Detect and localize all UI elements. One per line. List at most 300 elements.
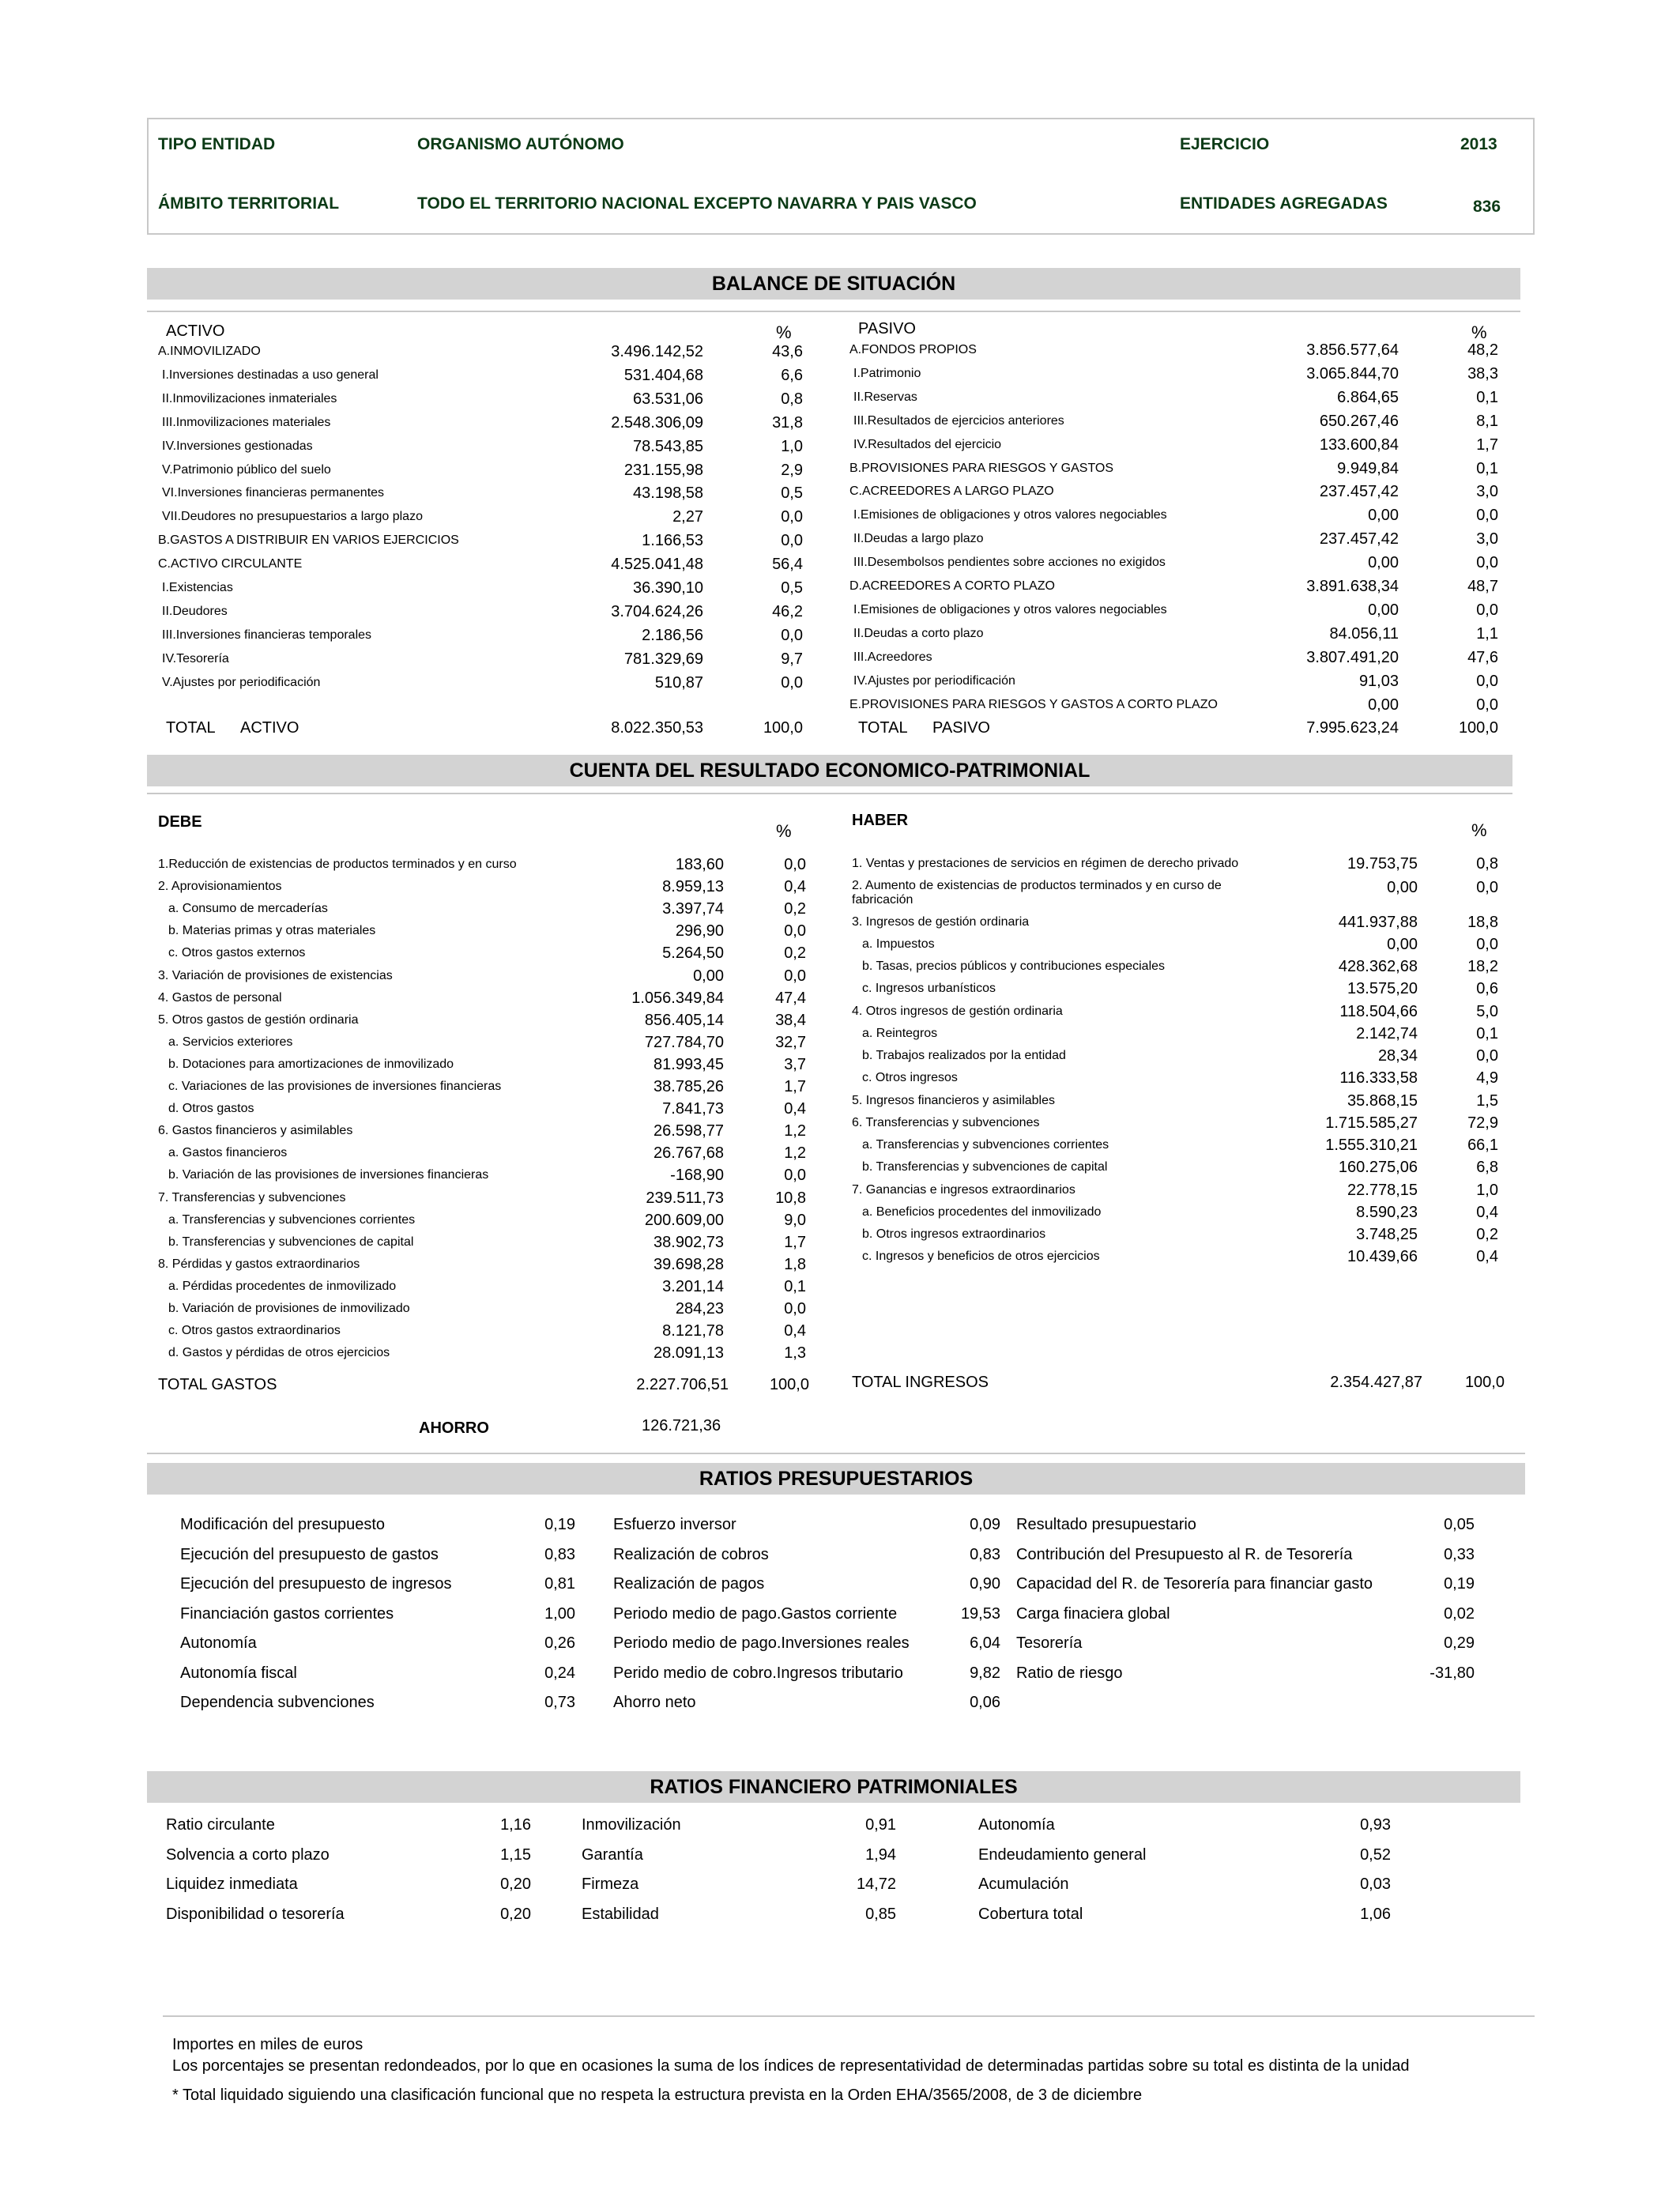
debe-row-value: 7.841,73 — [662, 1100, 724, 1118]
total-ingresos-pct: 100,0 — [1464, 1374, 1505, 1391]
debe-row-pct: 3,7 — [784, 1055, 806, 1073]
ratios-financieros-title: RATIOS FINANCIERO PATRIMONIALES — [147, 1771, 1520, 1803]
ratio-value: 0,09 — [970, 1516, 1000, 1533]
entidades-value: 836 — [1473, 198, 1501, 216]
pasivo-row-value: 237.457,42 — [1319, 530, 1399, 548]
pasivo-row-value: 0,00 — [1368, 554, 1399, 572]
total-activo-label1: TOTAL — [166, 719, 216, 737]
pasivo-row-pct: 0,0 — [1476, 601, 1498, 619]
ratio-value: 0,91 — [865, 1816, 896, 1834]
haber-row-label: a. Beneficios procedentes del inmovilizado — [862, 1205, 1102, 1219]
debe-row-pct: 1,2 — [784, 1122, 806, 1140]
ratio-label: Ahorro neto — [613, 1694, 696, 1711]
ratio-label: Contribución del Presupuesto al R. de Tesorería — [1016, 1545, 1353, 1563]
ratio-value: 1,15 — [500, 1845, 531, 1864]
pasivo-row-value: 0,00 — [1368, 601, 1399, 619]
ratio-value: 0,03 — [1360, 1875, 1391, 1893]
ratio-label: Ratio circulante — [166, 1816, 275, 1834]
pasivo-row-label: IV.Ajustes por periodificación — [853, 673, 1015, 688]
debe-row-pct: 9,0 — [784, 1211, 806, 1229]
activo-row-pct: 9,7 — [781, 650, 803, 668]
activo-row-pct: 0,5 — [781, 579, 803, 597]
pasivo-row-value: 0,00 — [1368, 507, 1399, 525]
activo-row-pct: 0,0 — [781, 673, 803, 692]
debe-row-label: b. Materias primas y otras materiales — [168, 924, 376, 938]
ratio-label: Cobertura total — [978, 1905, 1083, 1923]
debe-row-value: 239.511,73 — [646, 1189, 724, 1207]
pasivo-row-label: I.Emisiones de obligaciones y otros valores negociables — [853, 508, 1167, 522]
debe-row-value: 1.056.349,84 — [631, 989, 724, 1007]
pasivo-row-label: II.Deudas a corto plazo — [853, 626, 984, 640]
activo-row-pct: 0,8 — [781, 390, 803, 408]
total-activo-pct: 100,0 — [763, 719, 803, 737]
debe-row-label: b. Variación de las provisiones de inversiones financieras — [168, 1168, 489, 1182]
footer-functional-note: * Total liquidado siguiendo una clasificación funcional que no respeta la estructura prevista en la Orden EHA/3565/2008, de 3 de diciembre — [172, 2087, 1143, 2104]
ratio-label: Realización de pagos — [613, 1575, 765, 1593]
haber-row-label: 1. Ventas y prestaciones de servicios en régimen de derecho privado — [852, 857, 1239, 870]
ratio-label: Esfuerzo inversor — [613, 1516, 736, 1533]
ratio-value: 0,20 — [500, 1875, 531, 1893]
ratio-value: 0,06 — [970, 1694, 1000, 1711]
debe-row-label: a. Transferencias y subvenciones corrientes — [168, 1212, 416, 1227]
haber-row-pct: 0,6 — [1476, 980, 1498, 997]
debe-row-value: 856.405,14 — [644, 1011, 724, 1029]
haber-row-pct: 0,0 — [1476, 1047, 1498, 1065]
ratio-label: Garantía — [582, 1845, 643, 1864]
haber-row-pct: 0,1 — [1476, 1025, 1498, 1042]
pasivo-row-pct: 3,0 — [1476, 483, 1498, 501]
pasivo-row-value: 9.949,84 — [1337, 459, 1399, 477]
activo-row-pct: 2,9 — [781, 461, 803, 479]
debe-row-value: 38.902,73 — [654, 1233, 724, 1251]
haber-row-label: 4. Otros ingresos de gestión ordinaria — [852, 1005, 1063, 1018]
activo-row-label: VII.Deudores no presupuestarios a largo plazo — [162, 510, 423, 524]
activo-row-pct: 0,0 — [781, 532, 803, 550]
ratio-value: 0,02 — [1444, 1604, 1475, 1623]
ratio-value: 0,73 — [544, 1694, 575, 1711]
haber-row-pct: 0,0 — [1476, 936, 1498, 953]
debe-row-label: b. Dotaciones para amortizaciones de inmovilizado — [168, 1057, 454, 1071]
pasivo-row-pct: 0,1 — [1476, 459, 1498, 477]
total-pasivo-label1: TOTAL — [858, 719, 908, 737]
debe-row-label: 8. Pérdidas y gastos extraordinarios — [158, 1257, 360, 1271]
activo-row-pct: 46,2 — [772, 602, 803, 620]
total-gastos-pct: 100,0 — [769, 1376, 809, 1393]
ratio-value: 0,26 — [544, 1634, 575, 1652]
pasivo-row-label: D.ACREEDORES A CORTO PLAZO — [849, 579, 1055, 593]
ratio-label: Capacidad del R. de Tesorería para financiar gasto — [1016, 1575, 1373, 1593]
debe-row-value: 26.598,77 — [654, 1122, 724, 1140]
ratio-value: 0,19 — [544, 1516, 575, 1533]
ratio-label: Ratio de riesgo — [1016, 1664, 1123, 1682]
ejercicio-label: EJERCICIO — [1180, 135, 1270, 153]
haber-row-pct: 72,9 — [1467, 1114, 1498, 1132]
ratio-label: Resultado presupuestario — [1016, 1516, 1196, 1533]
haber-row-value: 35.868,15 — [1347, 1092, 1418, 1110]
debe-row-pct: 1,7 — [784, 1078, 806, 1095]
haber-row-label: a. Impuestos — [862, 937, 935, 951]
pasivo-row-label: A.FONDOS PROPIOS — [849, 343, 977, 356]
tipo-entidad-label: TIPO ENTIDAD — [158, 135, 276, 153]
ratio-label: Tesorería — [1016, 1634, 1083, 1652]
activo-row-value: 3.704.624,26 — [611, 602, 703, 620]
total-activo-value: 8.022.350,53 — [611, 719, 703, 737]
haber-row-value: 1.715.585,27 — [1325, 1114, 1418, 1132]
activo-row-label: I.Existencias — [162, 581, 233, 594]
haber-row-pct: 18,2 — [1467, 958, 1498, 975]
activo-pct-header: % — [776, 322, 792, 342]
activo-row-label: II.Inmovilizaciones inmateriales — [162, 391, 337, 405]
haber-row-label: 3. Ingresos de gestión ordinaria — [852, 915, 1030, 929]
debe-row-label: 6. Gastos financieros y asimilables — [158, 1124, 353, 1138]
haber-row-pct: 6,8 — [1476, 1159, 1498, 1176]
haber-row-value: 28,34 — [1377, 1047, 1418, 1065]
debe-row-value: 5.264,50 — [662, 944, 724, 963]
haber-row-value: 160.275,06 — [1338, 1159, 1418, 1176]
debe-row-label: c. Otros gastos extraordinarios — [168, 1324, 341, 1338]
total-activo-label2: ACTIVO — [240, 719, 299, 737]
activo-row-pct: 1,0 — [781, 437, 803, 455]
ratio-label: Periodo medio de pago.Inversiones reales — [613, 1634, 910, 1652]
divider — [147, 1453, 1525, 1454]
pasivo-row-value: 650.267,46 — [1319, 412, 1399, 430]
haber-row-label: c. Ingresos y beneficios de otros ejercicios — [862, 1250, 1100, 1263]
pasivo-row-label: I.Emisiones de obligaciones y otros valores negociables — [853, 602, 1167, 616]
total-ingresos-value: 2.354.427,87 — [1330, 1374, 1422, 1391]
haber-row-label: b. Transferencias y subvenciones de capital — [862, 1160, 1108, 1174]
debe-row-pct: 0,4 — [784, 1100, 806, 1118]
pasivo-row-value: 3.807.491,20 — [1306, 648, 1399, 666]
debe-row-pct: 38,4 — [775, 1011, 806, 1029]
ambito-label: ÁMBITO TERRITORIAL — [158, 194, 340, 213]
ratios-presupuestarios-title: RATIOS PRESUPUESTARIOS — [147, 1463, 1525, 1495]
debe-row-value: -168,90 — [670, 1167, 724, 1185]
pasivo-row-value: 3.891.638,34 — [1306, 578, 1399, 595]
debe-row-pct: 32,7 — [775, 1033, 806, 1051]
debe-pct-header: % — [776, 821, 792, 841]
haber-row-pct: 4,9 — [1476, 1069, 1498, 1087]
ejercicio-value: 2013 — [1460, 135, 1497, 153]
activo-row-pct: 0,0 — [781, 626, 803, 644]
pasivo-row-label: C.ACREEDORES A LARGO PLAZO — [849, 484, 1054, 499]
pasivo-label: PASIVO — [858, 320, 916, 337]
ratio-label: Solvencia a corto plazo — [166, 1845, 330, 1864]
debe-row-label: d. Gastos y pérdidas de otros ejercicios — [168, 1346, 390, 1360]
activo-row-pct: 0,0 — [781, 508, 803, 526]
pasivo-row-pct: 0,0 — [1476, 672, 1498, 690]
debe-row-label: 5. Otros gastos de gestión ordinaria — [158, 1012, 359, 1027]
pasivo-row-value: 0,00 — [1368, 696, 1399, 714]
ratio-value: 0,81 — [544, 1575, 575, 1593]
pasivo-row-pct: 38,3 — [1467, 364, 1498, 383]
activo-row-label: III.Inmovilizaciones materiales — [162, 415, 331, 429]
activo-label: ACTIVO — [166, 322, 225, 340]
debe-row-pct: 10,8 — [775, 1189, 806, 1207]
balance-title: BALANCE DE SITUACIÓN — [147, 268, 1520, 300]
debe-row-label: c. Variaciones de las provisiones de inversiones financieras — [168, 1080, 502, 1093]
ratio-value: 0,20 — [500, 1905, 531, 1923]
haber-row-label: a. Reintegros — [862, 1027, 938, 1040]
haber-row-value: 118.504,66 — [1339, 1003, 1418, 1020]
debe-row-value: 3.397,74 — [662, 900, 724, 918]
activo-row-value: 231.155,98 — [623, 461, 703, 479]
activo-row-value: 63.531,06 — [633, 390, 703, 408]
total-pasivo-value: 7.995.623,24 — [1306, 719, 1399, 737]
pasivo-row-pct: 47,6 — [1467, 648, 1498, 666]
activo-row-label: IV.Tesorería — [162, 651, 229, 665]
debe-row-pct: 0,2 — [784, 944, 806, 963]
ratio-label: Inmovilización — [582, 1816, 681, 1834]
debe-row-pct: 1,8 — [784, 1255, 806, 1273]
ratio-value: 1,06 — [1360, 1905, 1391, 1923]
pasivo-row-pct: 48,2 — [1467, 341, 1498, 359]
debe-row-value: 81.993,45 — [654, 1055, 724, 1073]
debe-row-pct: 0,0 — [784, 856, 806, 873]
activo-row-value: 531.404,68 — [623, 366, 703, 384]
debe-row-value: 8.121,78 — [662, 1322, 724, 1340]
total-gastos-value: 2.227.706,51 — [636, 1376, 729, 1393]
debe-row-value: 8.959,13 — [662, 878, 724, 896]
haber-row-label: b. Tasas, precios públicos y contribuciones especiales — [862, 959, 1166, 973]
pasivo-row-label: E.PROVISIONES PARA RIESGOS Y GASTOS A CORTO PLAZO — [849, 697, 1218, 711]
ratio-label: Endeudamiento general — [978, 1845, 1147, 1864]
debe-row-pct: 0,2 — [784, 900, 806, 918]
ratio-label: Realización de cobros — [613, 1545, 769, 1563]
ahorro-value: 126.721,36 — [642, 1417, 721, 1434]
debe-row-pct: 0,1 — [784, 1277, 806, 1295]
pasivo-row-pct: 0,0 — [1476, 696, 1498, 714]
ratio-value: 19,53 — [960, 1604, 1000, 1623]
activo-row-value: 781.329,69 — [623, 650, 703, 668]
haber-row-pct: 1,0 — [1476, 1182, 1498, 1199]
haber-label: HABER — [852, 812, 909, 829]
ratio-value: 0,33 — [1444, 1545, 1475, 1563]
pasivo-row-pct: 48,7 — [1467, 578, 1498, 595]
activo-row-pct: 43,6 — [772, 343, 803, 360]
activo-row-value: 1.166,53 — [642, 532, 703, 550]
pasivo-row-pct: 3,0 — [1476, 530, 1498, 548]
ratio-value: 1,00 — [544, 1604, 575, 1623]
haber-pct-header: % — [1471, 820, 1487, 840]
divider — [147, 793, 1512, 794]
haber-row-label: b. Otros ingresos extraordinarios — [862, 1227, 1046, 1241]
entidades-label: ENTIDADES AGREGADAS — [1180, 194, 1388, 213]
pasivo-row-value: 3.065.844,70 — [1306, 364, 1399, 383]
debe-label: DEBE — [158, 813, 202, 831]
ratio-label: Dependencia subvenciones — [180, 1694, 375, 1711]
pasivo-row-label: II.Deudas a largo plazo — [853, 532, 984, 546]
haber-row-value: 3.748,25 — [1356, 1226, 1418, 1243]
cuenta-title: CUENTA DEL RESULTADO ECONOMICO-PATRIMONIAL — [147, 755, 1512, 786]
ratio-label: Ejecución del presupuesto de gastos — [180, 1545, 439, 1563]
debe-row-pct: 0,0 — [784, 1300, 806, 1318]
activo-row-label: III.Inversiones financieras temporales — [162, 628, 372, 642]
ratio-value: 0,85 — [865, 1905, 896, 1923]
haber-row-pct: 0,8 — [1476, 855, 1498, 873]
debe-row-pct: 0,4 — [784, 1322, 806, 1340]
haber-row-value: 2.142,74 — [1356, 1025, 1418, 1042]
debe-row-label: b. Transferencias y subvenciones de capital — [168, 1235, 414, 1249]
ratio-label: Carga finaciera global — [1016, 1604, 1170, 1623]
haber-row-value: 13.575,20 — [1347, 980, 1418, 997]
haber-row-value: 10.439,66 — [1347, 1248, 1418, 1265]
debe-row-value: 183,60 — [675, 856, 724, 873]
pasivo-row-value: 6.864,65 — [1337, 388, 1399, 406]
pasivo-row-value: 237.457,42 — [1319, 483, 1399, 501]
pasivo-row-pct: 1,7 — [1476, 435, 1498, 454]
pasivo-row-value: 3.856.577,64 — [1306, 341, 1399, 359]
debe-row-value: 26.767,68 — [654, 1144, 724, 1163]
haber-row-label: b. Trabajos realizados por la entidad — [862, 1049, 1066, 1062]
debe-row-label: a. Servicios exteriores — [168, 1035, 293, 1049]
ratio-value: 1,94 — [865, 1845, 896, 1864]
ratio-label: Periodo medio de pago.Gastos corriente — [613, 1604, 898, 1623]
activo-row-value: 2,27 — [672, 508, 703, 526]
ratio-value: 1,16 — [500, 1816, 531, 1834]
ratio-value: 0,83 — [544, 1545, 575, 1563]
total-gastos-label: TOTAL GASTOS — [158, 1376, 277, 1393]
activo-row-value: 2.548.306,09 — [611, 413, 703, 432]
debe-row-label: c. Otros gastos externos — [168, 946, 306, 960]
ratio-value: 0,52 — [1360, 1845, 1391, 1864]
haber-row-pct: 0,4 — [1476, 1248, 1498, 1265]
haber-row-value: 0,00 — [1387, 936, 1418, 953]
haber-row-label: a. Transferencias y subvenciones corrientes — [862, 1138, 1109, 1152]
pasivo-row-value: 91,03 — [1358, 672, 1399, 690]
activo-row-label: IV.Inversiones gestionadas — [162, 439, 313, 453]
activo-row-label: VI.Inversiones financieras permanentes — [162, 486, 385, 500]
ratio-label: Estabilidad — [582, 1905, 659, 1923]
ambito-value: TODO EL TERRITORIO NACIONAL EXCEPTO NAVARRA Y PAIS VASCO — [417, 194, 977, 213]
ratio-value: 0,24 — [544, 1664, 575, 1682]
ratio-label: Disponibilidad o tesorería — [166, 1905, 345, 1923]
debe-row-pct: 47,4 — [775, 989, 806, 1007]
debe-row-label: a. Consumo de mercaderías — [168, 902, 328, 916]
activo-row-pct: 56,4 — [772, 556, 803, 574]
haber-row-label: 2. Aumento de existencias de productos terminados y en curso de fabricación — [852, 879, 1222, 907]
activo-row-label: V.Ajustes por periodificación — [162, 675, 321, 689]
debe-row-pct: 0,0 — [784, 922, 806, 941]
divider — [147, 311, 1520, 312]
activo-row-value: 2.186,56 — [642, 626, 703, 644]
pasivo-row-pct: 0,1 — [1476, 388, 1498, 406]
debe-row-pct: 1,3 — [784, 1344, 806, 1363]
debe-row-pct: 0,0 — [784, 967, 806, 985]
footer-rounding-note: Los porcentajes se presentan redondeados, por lo que en ocasiones la suma de los índices de representatividad de determinadas partidas sobre su total es distinta de la unidad — [172, 2057, 1410, 2075]
pasivo-row-pct: 1,1 — [1476, 624, 1498, 643]
total-pasivo-label2: PASIVO — [932, 719, 990, 737]
debe-row-pct: 0,4 — [784, 878, 806, 896]
activo-row-label: B.GASTOS A DISTRIBUIR EN VARIOS EJERCICIOS — [158, 533, 459, 548]
debe-row-label: 7. Transferencias y subvenciones — [158, 1190, 346, 1204]
debe-row-label: 3. Variación de provisiones de existencias — [158, 968, 393, 982]
haber-row-pct: 0,0 — [1476, 879, 1498, 896]
activo-row-value: 510,87 — [654, 673, 703, 692]
haber-row-value: 22.778,15 — [1347, 1182, 1418, 1199]
ratio-label: Autonomía — [180, 1634, 257, 1652]
debe-row-pct: 0,0 — [784, 1167, 806, 1185]
debe-row-label: 4. Gastos de personal — [158, 990, 282, 1005]
total-pasivo-pct: 100,0 — [1458, 719, 1498, 737]
haber-row-label: 7. Ganancias e ingresos extraordinarios — [852, 1183, 1075, 1197]
debe-row-value: 38.785,26 — [654, 1078, 724, 1095]
debe-row-value: 727.784,70 — [644, 1033, 724, 1051]
pasivo-row-pct: 0,0 — [1476, 554, 1498, 572]
ratio-label: Firmeza — [582, 1875, 639, 1893]
pasivo-row-label: I.Patrimonio — [853, 366, 921, 380]
haber-row-label: 5. Ingresos financieros y asimilables — [852, 1094, 1056, 1107]
haber-row-label: c. Otros ingresos — [862, 1071, 958, 1084]
activo-row-pct: 31,8 — [772, 413, 803, 432]
haber-row-value: 441.937,88 — [1338, 914, 1418, 931]
debe-row-pct: 1,7 — [784, 1233, 806, 1251]
debe-row-label: 1.Reducción de existencias de productos terminados y en curso — [158, 858, 517, 871]
ratio-label: Financiación gastos corrientes — [180, 1604, 394, 1623]
debe-row-label: a. Gastos financieros — [168, 1146, 288, 1160]
ratio-value: 0,29 — [1444, 1634, 1475, 1652]
debe-row-label: d. Otros gastos — [168, 1102, 254, 1116]
debe-row-value: 296,90 — [675, 922, 724, 941]
pasivo-row-label: II.Reservas — [853, 390, 917, 404]
pasivo-row-value: 133.600,84 — [1319, 435, 1399, 454]
debe-row-value: 0,00 — [693, 967, 724, 985]
debe-row-label: b. Variación de provisiones de inmovilizado — [168, 1302, 410, 1315]
activo-row-value: 4.525.041,48 — [611, 556, 703, 574]
pasivo-row-label: III.Desembolsos pendientes sobre acciones no exigidos — [853, 556, 1166, 570]
activo-row-pct: 6,6 — [781, 366, 803, 384]
pasivo-row-label: IV.Resultados del ejercicio — [853, 437, 1002, 451]
ahorro-label: AHORRO — [419, 1419, 489, 1437]
ratio-label: Perido medio de cobro.Ingresos tributario — [613, 1664, 903, 1682]
haber-row-value: 19.753,75 — [1347, 855, 1418, 873]
activo-row-value: 78.543,85 — [633, 437, 703, 455]
haber-row-pct: 0,2 — [1476, 1226, 1498, 1243]
activo-row-pct: 0,5 — [781, 484, 803, 503]
haber-row-value: 8.590,23 — [1356, 1204, 1418, 1221]
divider — [163, 2015, 1535, 2017]
pasivo-row-pct: 8,1 — [1476, 412, 1498, 430]
debe-row-value: 3.201,14 — [662, 1277, 724, 1295]
haber-row-value: 1.555.310,21 — [1325, 1137, 1418, 1154]
activo-row-label: II.Deudores — [162, 604, 228, 618]
activo-row-label: A.INMOVILIZADO — [158, 345, 261, 358]
haber-row-label: 6. Transferencias y subvenciones — [852, 1116, 1040, 1129]
activo-row-label: V.Patrimonio público del suelo — [162, 462, 331, 477]
ratio-value: 9,82 — [970, 1664, 1000, 1682]
haber-row-pct: 66,1 — [1467, 1137, 1498, 1154]
pasivo-row-label: B.PROVISIONES PARA RIESGOS Y GASTOS — [849, 461, 1114, 475]
pasivo-pct-header: % — [1471, 322, 1487, 342]
haber-row-pct: 5,0 — [1476, 1003, 1498, 1020]
activo-row-label: I.Inversiones destinadas a uso general — [162, 368, 379, 382]
haber-row-label: c. Ingresos urbanísticos — [862, 982, 996, 995]
pasivo-row-value: 84.056,11 — [1329, 624, 1399, 643]
ratio-label: Liquidez inmediata — [166, 1875, 298, 1893]
ratio-label: Modificación del presupuesto — [180, 1516, 386, 1533]
ratio-value: 0,93 — [1360, 1816, 1391, 1834]
ratio-label: Ejecución del presupuesto de ingresos — [180, 1575, 452, 1593]
total-ingresos-label: TOTAL INGRESOS — [852, 1374, 989, 1391]
pasivo-row-label: III.Resultados de ejercicios anteriores — [853, 413, 1064, 428]
ratio-value: 0,90 — [970, 1575, 1000, 1593]
haber-row-value: 428.362,68 — [1338, 958, 1418, 975]
debe-row-value: 284,23 — [675, 1300, 724, 1318]
haber-row-pct: 18,8 — [1467, 914, 1498, 931]
pasivo-row-pct: 0,0 — [1476, 507, 1498, 525]
ratio-value: -31,80 — [1430, 1664, 1475, 1682]
pasivo-row-label: III.Acreedores — [853, 650, 932, 664]
ratio-value: 6,04 — [970, 1634, 1000, 1652]
